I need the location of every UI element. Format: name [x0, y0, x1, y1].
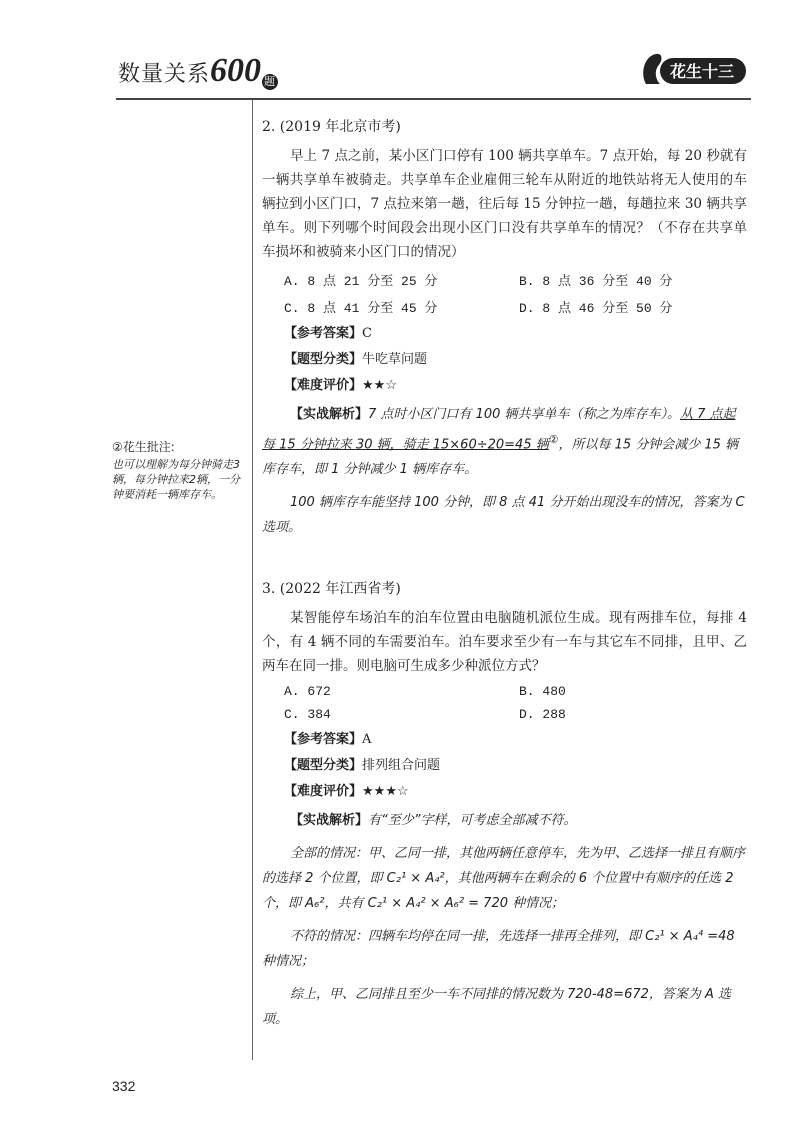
q3-type-label: 【题型分类】 [284, 758, 363, 774]
q2-type-label: 【题型分类】 [284, 352, 363, 367]
q2-option-c: C. 8 点 41 分至 45 分 [284, 301, 438, 316]
q2-analysis-1b: 从 7 点起每 15 分钟拉来 30 辆，骑走 15×60÷20=45 辆 [262, 407, 736, 453]
q2-option-d: D. 8 点 46 分至 50 分 [519, 301, 673, 316]
q2-stem: 早上 7 点之前，某小区门口停有 100 辆共享单车。7 点开始，每 20 秒就有一辆共享单车被骑走。共享单车企业雇佣三轮车从附近的地铁站将无人使用的车辆拉到小区门口，7 点拉来第一趟，往后每 15 分钟拉一趟，每趟拉来 30 辆共享单车。则下列哪个时间段会出现小区门口没有共享单车的情况？（不存在共享单车损坏和被骑来小区门口的情况） [262, 148, 747, 260]
header-rule [116, 98, 751, 100]
q3-option-b: B. 480 [519, 684, 566, 700]
q2-analysis-1a: 7 点时小区门口有 100 辆共享单车（称之为库存车）。 [368, 407, 680, 422]
q3-difficulty-label: 【难度评价】 [284, 784, 363, 800]
side-note-title: ②花生批注: [112, 440, 175, 454]
q2-difficulty [284, 378, 747, 394]
q2-analysis-label: 【实战解析】 [290, 407, 369, 422]
page-header [0, 0, 800, 100]
q2-analysis-2: 100 辆库存车能坚持 100 分钟，即 8 点 41 分开始出现没车的情况，答案为 C 选项。 [262, 495, 745, 536]
q3-analysis-1-text: 有“至少”字样，可考虑全部减不符。 [368, 813, 577, 829]
q2-note-ref: ② [548, 433, 559, 446]
q3-analysis-4: 综上，甲、乙同排且至少一车不同排的情况数为 720-48=672，答案为 A 选项。 [262, 987, 732, 1028]
q2-difficulty-label: 【难度评价】 [284, 378, 363, 393]
q3-analysis-label: 【实战解析】 [290, 813, 369, 829]
q2-option-a: A. 8 点 21 分至 25 分 [284, 274, 438, 289]
q3-stem: 某智能停车场泊车的泊车位置由电脑随机派位生成。现有两排车位，每排 4 个，有 4 辆不同的车需要泊车。泊车要求至少有一车与其它车不同排，且甲、乙两车在同一排。则电脑可生成多少种派位方式？ [262, 610, 747, 675]
q3-answer [284, 732, 747, 748]
side-note-text: 也可以理解为每分钟骑走3辆，每分钟拉来2辆，一分钟要消耗一辆库存车。 [112, 458, 240, 501]
q3-option-a: A. 672 [284, 684, 331, 700]
q3-options [284, 684, 747, 722]
page-number: 332 [112, 1078, 136, 1094]
margin-divider [252, 100, 253, 1060]
book-title-suffix: 题 [264, 75, 277, 88]
logo-text: 花生十三 [669, 62, 735, 81]
q2-answer-label: 【参考答案】 [284, 326, 363, 341]
q2-answer-value: C [362, 326, 372, 341]
q2-analysis-1c: ，所以每 15 分钟会减少 15 辆库存车，即 1 分钟减少 1 辆库存车。 [262, 437, 739, 478]
q2-title: 2. (2019 年北京市考) [262, 119, 401, 135]
q2-type [284, 352, 747, 368]
q3-difficulty [284, 784, 747, 800]
q2-options [284, 270, 747, 316]
q3-analysis-1 [262, 808, 747, 833]
peanut-logo [638, 50, 748, 88]
q3-difficulty-stars: ★★★☆ [362, 784, 409, 800]
book-title [118, 52, 278, 90]
q3-answer-value: A [362, 732, 372, 748]
main-content [262, 112, 747, 1032]
q2-analysis-1 [262, 402, 747, 482]
book-title-prefix: 数量关系 [118, 62, 211, 87]
q3-option-c: C. 384 [284, 707, 331, 723]
q3-type-value: 排列组合问题 [362, 758, 441, 774]
q2-answer [284, 326, 747, 342]
q2-option-b: B. 8 点 36 分至 40 分 [519, 274, 673, 289]
q3-title: 3. (2022 年江西省考) [262, 581, 401, 598]
side-note [112, 440, 247, 502]
q3-type [284, 758, 747, 774]
q2-difficulty-stars: ★★☆ [362, 378, 397, 393]
book-title-number: 600 [210, 52, 262, 89]
q3-analysis-2: 全部的情况：甲、乙同一排，其他两辆任意停车，先为甲、乙选择一排且有顺序的选择 2 个位置，即 C₂¹ × A₄²，其他两辆车在剩余的 6 个位置中有顺序的任选 2 个，即 A₆²，共有 C₂¹ × A₄² × A₆² = 720 种情况； [262, 846, 746, 912]
q3-analysis-3: 不符的情况：四辆车均停在同一排，先选择一排再全排列，即 C₂¹ × A₄⁴ =48 种情况； [262, 929, 735, 970]
q3-answer-label: 【参考答案】 [284, 732, 363, 748]
q2-type-value: 牛吃草问题 [362, 352, 428, 367]
q3-option-d: D. 288 [519, 707, 566, 723]
